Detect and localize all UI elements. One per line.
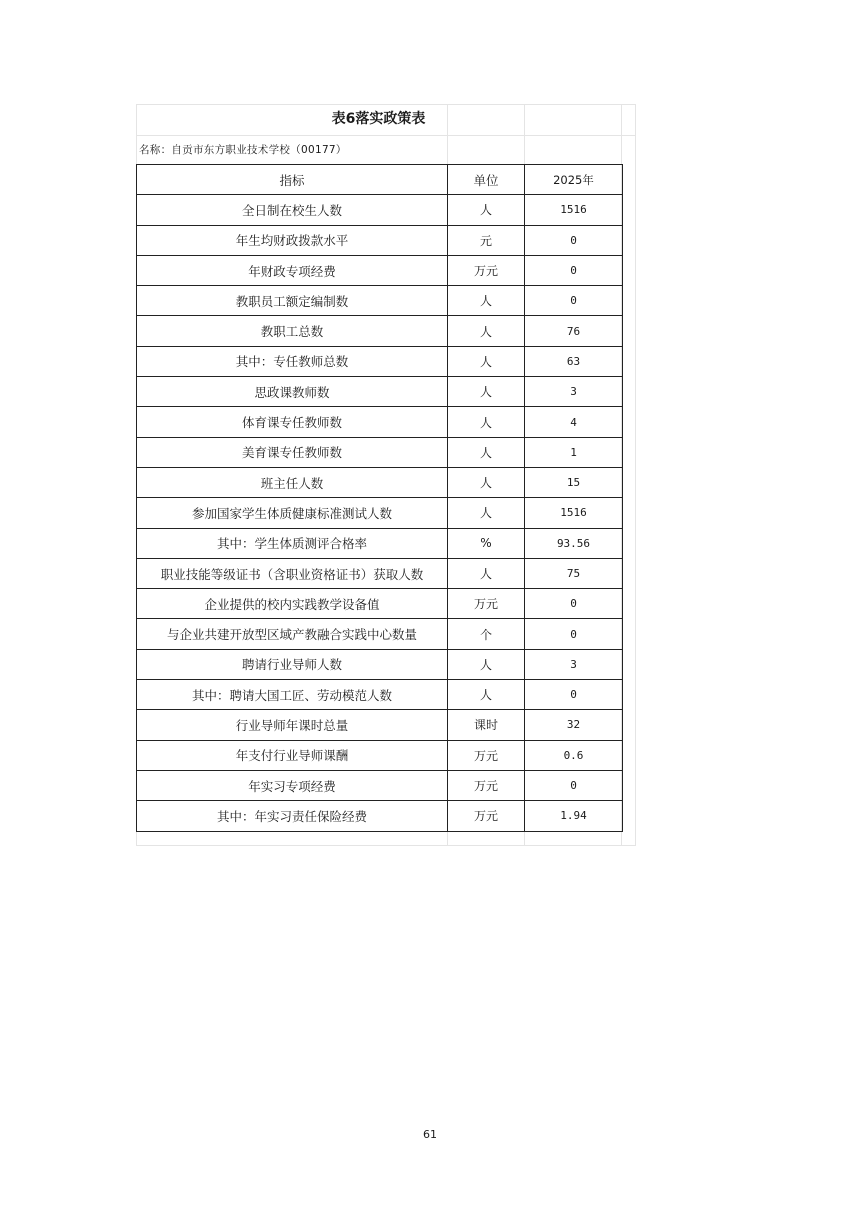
unit-cell: 人: [448, 498, 525, 528]
indicator-cell: 教职员工额定编制数: [137, 286, 448, 316]
indicator-cell: 参加国家学生体质健康标准测试人数: [137, 498, 448, 528]
value-cell: 32: [525, 710, 623, 740]
value-cell: 93.56: [525, 528, 623, 558]
indicator-cell: 行业导师年课时总量: [137, 710, 448, 740]
table-title: 表6落实政策表: [331, 111, 426, 127]
value-cell: 0: [525, 619, 623, 649]
school-name: 名称：自贡市东方职业技术学校（00177）: [139, 144, 347, 156]
value-cell: 0.6: [525, 740, 623, 770]
table-row: [137, 407, 623, 437]
value-cell: 1: [525, 437, 623, 467]
unit-cell: 万元: [448, 255, 525, 285]
indicator-cell: 与企业共建开放型区域产教融合实践中心数量: [137, 619, 448, 649]
indicator-cell: 年财政专项经费: [137, 255, 448, 285]
unit-cell: 人: [448, 467, 525, 497]
value-cell: 1516: [525, 195, 623, 225]
indicator-cell: 思政课教师数: [137, 377, 448, 407]
sheet-gridline: [136, 135, 636, 136]
unit-cell: 人: [448, 407, 525, 437]
value-cell: 75: [525, 558, 623, 588]
table-row: [137, 770, 623, 800]
table-row: [137, 801, 623, 831]
sheet-gridline: [136, 845, 636, 846]
indicator-cell: 班主任人数: [137, 467, 448, 497]
table-row: [137, 255, 623, 285]
value-cell: 3: [525, 649, 623, 679]
unit-cell: 人: [448, 680, 525, 710]
unit-cell: %: [448, 528, 525, 558]
indicator-cell: 年生均财政拨款水平: [137, 225, 448, 255]
indicator-cell: 年支付行业导师课酬: [137, 740, 448, 770]
table-row: [137, 286, 623, 316]
value-cell: 4: [525, 407, 623, 437]
indicator-cell: 职业技能等级证书（含职业资格证书）获取人数: [137, 558, 448, 588]
table-row: [137, 467, 623, 497]
header-year: 2025年: [525, 165, 623, 195]
indicator-cell: 其中：专任教师总数: [137, 346, 448, 376]
unit-cell: 课时: [448, 710, 525, 740]
unit-cell: 人: [448, 437, 525, 467]
value-cell: 1516: [525, 498, 623, 528]
table-row: [137, 589, 623, 619]
value-cell: 0: [525, 680, 623, 710]
table-row: [137, 316, 623, 346]
table-row: [137, 528, 623, 558]
table-row: [137, 346, 623, 376]
value-cell: 0: [525, 255, 623, 285]
indicator-cell: 其中：聘请大国工匠、劳动模范人数: [137, 680, 448, 710]
indicator-cell: 全日制在校生人数: [137, 195, 448, 225]
unit-cell: 个: [448, 619, 525, 649]
table-row: [137, 225, 623, 255]
unit-cell: 人: [448, 286, 525, 316]
header-indicator: 指标: [137, 165, 448, 195]
indicator-cell: 年实习专项经费: [137, 770, 448, 800]
table-header-row: [137, 165, 623, 195]
unit-cell: 人: [448, 195, 525, 225]
value-cell: 0: [525, 770, 623, 800]
indicator-cell: 聘请行业导师人数: [137, 649, 448, 679]
unit-cell: 万元: [448, 801, 525, 831]
table-row: [137, 558, 623, 588]
indicator-cell: 体育课专任教师数: [137, 407, 448, 437]
table-row: [137, 619, 623, 649]
table-row: [137, 680, 623, 710]
table-row: [137, 649, 623, 679]
value-cell: 1.94: [525, 801, 623, 831]
value-cell: 76: [525, 316, 623, 346]
unit-cell: 万元: [448, 770, 525, 800]
unit-cell: 万元: [448, 740, 525, 770]
header-unit: 单位: [448, 165, 525, 195]
indicator-cell: 其中：学生体质测评合格率: [137, 528, 448, 558]
value-cell: 0: [525, 225, 623, 255]
policy-table: [136, 164, 623, 832]
indicator-cell: 美育课专任教师数: [137, 437, 448, 467]
value-cell: 63: [525, 346, 623, 376]
table-row: [137, 740, 623, 770]
table-row: [137, 437, 623, 467]
value-cell: 15: [525, 467, 623, 497]
table-row: [137, 710, 623, 740]
table-row: [137, 498, 623, 528]
table-row: [137, 195, 623, 225]
table-row: [137, 377, 623, 407]
sheet-gridline: [635, 104, 636, 846]
unit-cell: 人: [448, 316, 525, 346]
value-cell: 0: [525, 286, 623, 316]
unit-cell: 元: [448, 225, 525, 255]
indicator-cell: 企业提供的校内实践教学设备值: [137, 589, 448, 619]
value-cell: 3: [525, 377, 623, 407]
indicator-cell: 教职工总数: [137, 316, 448, 346]
unit-cell: 人: [448, 377, 525, 407]
unit-cell: 人: [448, 346, 525, 376]
unit-cell: 人: [448, 649, 525, 679]
unit-cell: 人: [448, 558, 525, 588]
unit-cell: 万元: [448, 589, 525, 619]
value-cell: 0: [525, 589, 623, 619]
page-number: 61: [423, 1128, 437, 1141]
indicator-cell: 其中：年实习责任保险经费: [137, 801, 448, 831]
